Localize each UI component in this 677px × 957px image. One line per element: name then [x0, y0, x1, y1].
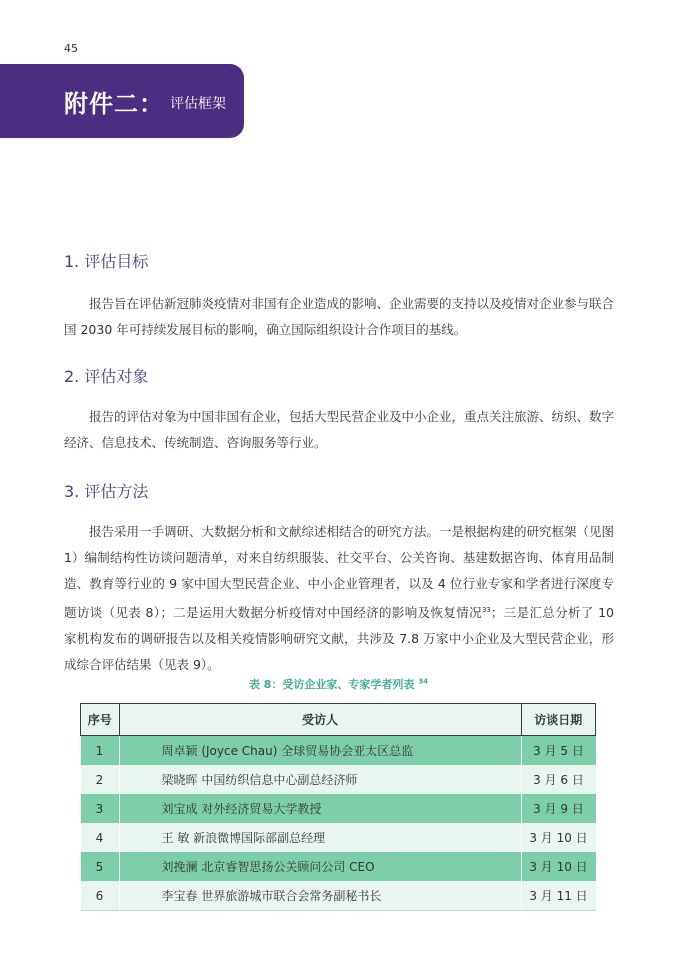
page-number: 45 — [64, 42, 78, 55]
row-date: 3 月 6 日 — [521, 765, 596, 794]
paragraph-3-part1: 报告采用一手调研、大数据分析和文献综述相结合的研究方法。一是根据构建的研究框架（见图1）编制结构性访谈问题清单，对来自纺织服装、社交平台、公关咨询、基建数据咨询、体育用品制造、教育等行业的 9 家中国大型民营企业、中小企业管理者，以及 4 位行业专家和学者进行深度专题访谈（见表 8）；二是运用大数据分析疫情对中国经济的影响及恢复情况 — [64, 524, 615, 621]
appendix-subtitle: 评估框架 — [170, 95, 226, 112]
row-date: 3 月 10 日 — [521, 823, 596, 852]
table-header-row — [81, 704, 596, 736]
row-no: 4 — [81, 823, 120, 852]
footnote-marker[interactable]: 33 — [481, 606, 491, 614]
row-person: 刘挽澜 北京睿智思扬公关顾问公司 CEO — [119, 852, 521, 881]
header-date: 访谈日期 — [521, 704, 596, 736]
row-no: 5 — [81, 852, 120, 881]
table-row — [81, 765, 596, 794]
row-date: 3 月 5 日 — [521, 736, 596, 766]
row-no: 3 — [81, 794, 120, 823]
row-person: 刘宝成 对外经济贸易大学教授 — [119, 794, 521, 823]
row-person: 李宝春 世界旅游城市联合会常务副秘书长 — [119, 881, 521, 911]
row-date: 3 月 9 日 — [521, 794, 596, 823]
section-paragraph-1: 报告旨在评估新冠肺炎疫情对非国有企业造成的影响、企业需要的支持以及疫情对企业参与联合国 2030 年可持续发展目标的影响，确立国际组织设计合作项目的基线。 — [64, 296, 615, 337]
table-row — [81, 881, 596, 911]
table-row — [81, 852, 596, 881]
row-no: 6 — [81, 881, 120, 911]
header-person: 受访人 — [119, 704, 521, 736]
section-paragraph-2: 报告的评估对象为中国非国有企业，包括大型民营企业及中小企业，重点关注旅游、纺织、数字经济、信息技术、传统制造、咨询服务等行业。 — [64, 409, 615, 450]
section-heading-2: 2. 评估对象 — [64, 367, 149, 386]
table-caption-footnote[interactable]: 34 — [418, 677, 429, 686]
table-row — [81, 736, 596, 766]
table-row — [81, 823, 596, 852]
header-no: 序号 — [81, 704, 120, 736]
row-person: 梁晓晖 中国纺织信息中心副总经济师 — [119, 765, 521, 794]
row-date: 3 月 11 日 — [521, 881, 596, 911]
row-person: 王 敏 新浪微博国际部副总经理 — [119, 823, 521, 852]
table-caption-text: 表 8：受访企业家、专家学者列表 — [248, 678, 415, 691]
row-no: 1 — [81, 736, 120, 766]
row-no: 2 — [81, 765, 120, 794]
interviewee-table — [80, 703, 596, 911]
section-paragraph-3 — [64, 519, 614, 678]
section-heading-1: 1. 评估目标 — [64, 252, 149, 271]
table-row — [81, 794, 596, 823]
row-date: 3 月 10 日 — [521, 852, 596, 881]
paragraph-3-part2: ；三是汇总分析了 10 家机构发布的调研报告以及相关疫情影响研究文献，共涉及 7.8 万家中小企业及大型民营企业，形成综合评估结果（见表 9）。 — [64, 605, 614, 673]
table-caption — [0, 676, 677, 692]
appendix-title: 附件二： — [64, 89, 164, 118]
row-person: 周卓颖 (Joyce Chau) 全球贸易协会亚太区总监 — [119, 736, 521, 766]
section-heading-3: 3. 评估方法 — [64, 482, 149, 501]
appendix-banner — [0, 64, 244, 138]
